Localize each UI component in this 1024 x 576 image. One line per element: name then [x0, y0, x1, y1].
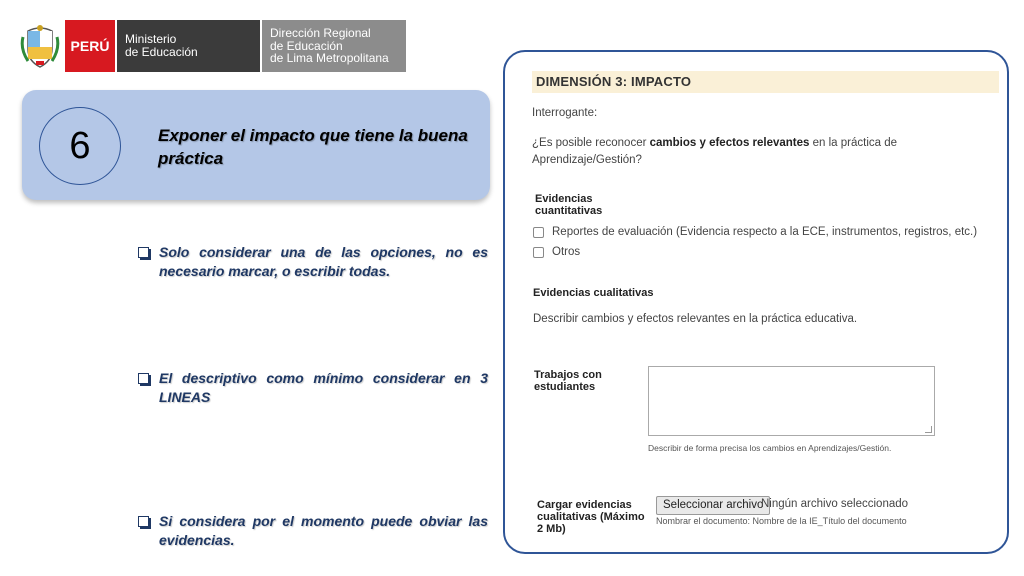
direccion-line-1: Dirección Regional	[270, 26, 371, 41]
direccion-line-2: de Educación	[270, 38, 343, 53]
topic-panel	[22, 90, 490, 200]
upload-label-1: Cargar evidencias	[537, 499, 632, 511]
note-text: El descriptivo como mínimo considerar en 3 LINEAS	[159, 370, 488, 405]
question-pre: ¿Es posible reconocer	[532, 137, 650, 149]
qual-label: Evidencias cualitativas	[533, 287, 654, 299]
direccion-logo	[260, 20, 406, 72]
qual-description: Describir cambios y efectos relevantes en la práctica educativa.	[533, 313, 858, 325]
question-bold: cambios y efectos relevantes	[649, 137, 810, 149]
dimension-title: DIMENSIÓN 3: IMPACTO	[532, 71, 999, 93]
trabajos-label	[534, 369, 602, 393]
note-item	[138, 243, 488, 281]
form-card	[503, 50, 1009, 554]
coat-of-arms-icon	[20, 23, 60, 69]
question-post: en la práctica de	[809, 137, 898, 149]
checkbox-reportes-row[interactable]	[533, 226, 977, 238]
textarea-hint: Describir de forma precisa los cambios en Aprendizajes/Gestión.	[648, 443, 892, 453]
file-status: Ningún archivo seleccionado	[761, 498, 909, 510]
trabajos-label-2: estudiantes	[534, 381, 596, 393]
topic-number: 6	[39, 107, 121, 185]
upload-label-3: 2 Mb)	[537, 523, 566, 535]
peru-logo: PERÚ	[65, 20, 115, 72]
question-text	[532, 135, 897, 169]
checkbox-reportes[interactable]	[533, 227, 544, 238]
checkbox-reportes-label: Reportes de evaluación (Evidencia respecto a la ECE, instrumentos, registros, etc.)	[552, 226, 978, 238]
note-text: Solo considerar una de las opciones, no es necesario marcar, o escribir todas.	[159, 244, 488, 279]
topic-title: Exponer el impacto que tiene la buena práctica	[158, 126, 468, 168]
checkbox-otros-label: Otros	[552, 246, 581, 258]
direccion-line-3: de Lima Metropolitana	[270, 51, 389, 66]
upload-label-2: cualitativas (Máximo	[537, 511, 645, 523]
header-logos	[20, 20, 406, 72]
quant-label-1: Evidencias	[535, 193, 593, 205]
select-file-button[interactable]: Seleccionar archivo	[656, 496, 770, 515]
checkbox-otros[interactable]	[533, 247, 544, 258]
ministerio-line-1: Ministerio	[125, 32, 177, 46]
note-text: Si considera por el momento puede obviar las evidencias.	[159, 513, 488, 548]
note-item	[138, 512, 488, 550]
checkbox-bullet-icon	[138, 516, 149, 527]
checkbox-otros-row[interactable]	[533, 246, 580, 258]
quant-label	[535, 193, 602, 217]
quant-label-2: cuantitativas	[535, 205, 603, 217]
trabajos-textarea[interactable]	[648, 366, 935, 436]
interrogante-label: Interrogante:	[532, 107, 598, 119]
checkbox-bullet-icon	[138, 373, 149, 384]
note-item	[138, 369, 488, 407]
checkbox-bullet-icon	[138, 247, 149, 258]
ministerio-line-2: de Educación	[125, 45, 198, 59]
upload-label	[537, 499, 645, 535]
question-line-2: Aprendizaje/Gestión?	[532, 154, 642, 166]
trabajos-label-1: Trabajos con	[534, 369, 602, 381]
file-hint: Nombrar el documento: Nombre de la IE_Título del documento	[656, 516, 907, 526]
ministerio-logo	[115, 20, 260, 72]
